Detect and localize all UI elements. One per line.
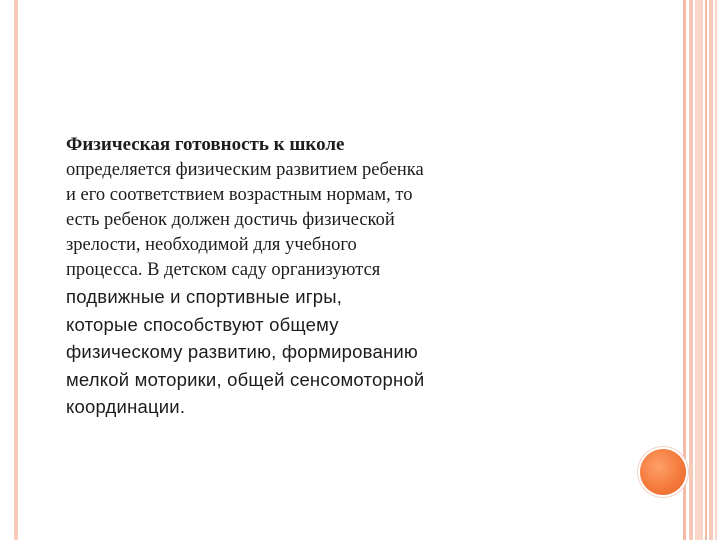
body-line: определяется физическим развитием ребенка xyxy=(66,160,424,180)
orange-circle-decoration xyxy=(640,449,686,495)
body-line: физическому развитию, формированию xyxy=(66,341,418,362)
slide-text-block xyxy=(66,132,546,421)
right-decorative-stripe xyxy=(715,0,717,540)
right-decorative-stripe xyxy=(683,0,686,540)
body-line: подвижные и спортивные игры, xyxy=(66,286,343,307)
right-decorative-stripe xyxy=(709,0,713,540)
right-decorative-stripe xyxy=(695,0,703,540)
body-line: зрелости, необходимой для учебного xyxy=(66,235,357,255)
slide-heading: Физическая готовность к школе xyxy=(66,134,345,155)
body-line: процесса. В детском саду организуются xyxy=(66,260,381,280)
body-line: мелкой моторики, общей сенсомоторной xyxy=(66,368,425,390)
body-line: и его соответствием возрастным нормам, то xyxy=(66,185,413,205)
body-line: есть ребенок должен достичь физической xyxy=(66,210,395,230)
right-decorative-stripe xyxy=(705,0,707,540)
body-line: которые способствуют общему xyxy=(66,313,339,335)
body-line: координации. xyxy=(66,396,186,417)
right-decorative-stripe xyxy=(689,0,693,540)
left-decorative-stripe xyxy=(14,0,18,540)
